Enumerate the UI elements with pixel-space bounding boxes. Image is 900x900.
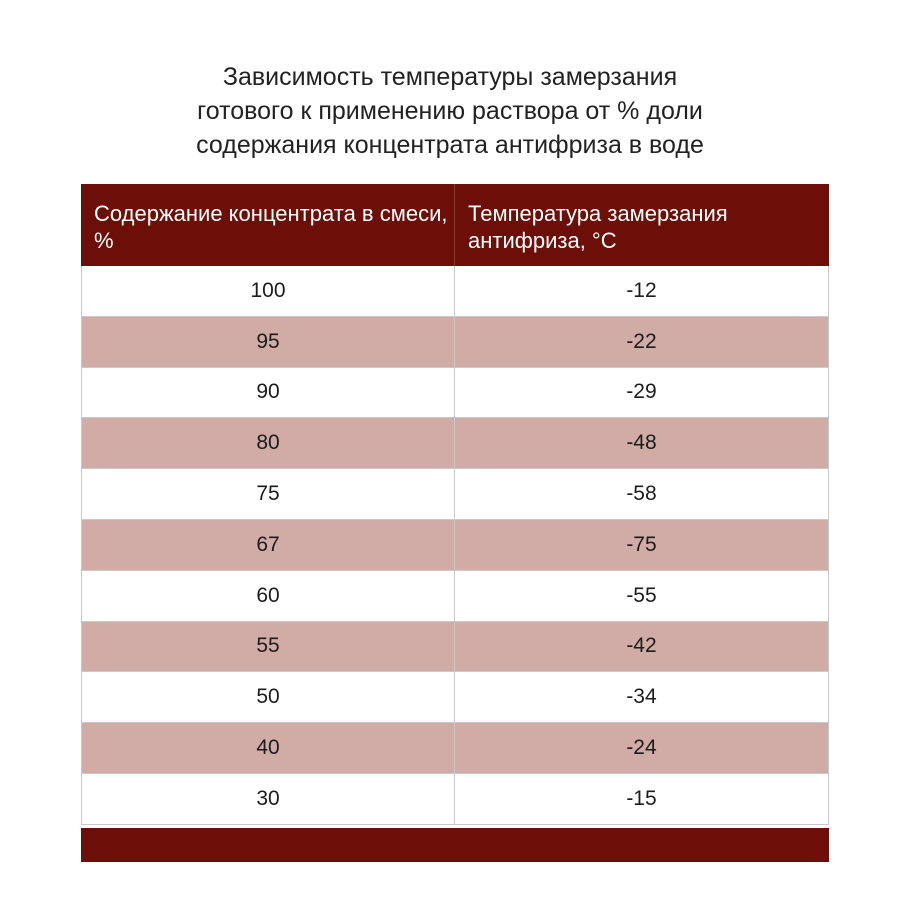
cell-freezing-temperature: -58 bbox=[455, 469, 829, 519]
cell-concentration: 80 bbox=[81, 418, 455, 468]
cell-concentration: 100 bbox=[81, 266, 455, 316]
table-body bbox=[81, 266, 829, 825]
cell-concentration: 50 bbox=[81, 672, 455, 722]
cell-freezing-temperature: -29 bbox=[455, 368, 829, 418]
title-line-1: Зависимость температуры замерзания bbox=[222, 63, 678, 91]
cell-concentration: 40 bbox=[81, 723, 455, 773]
table-row bbox=[81, 774, 829, 825]
table-row bbox=[81, 317, 829, 368]
table-row bbox=[81, 368, 829, 419]
cell-concentration: 75 bbox=[81, 469, 455, 519]
cell-concentration: 67 bbox=[81, 520, 455, 570]
cell-concentration: 90 bbox=[81, 368, 455, 418]
cell-freezing-temperature: -24 bbox=[455, 723, 829, 773]
table-row bbox=[81, 622, 829, 673]
table-row bbox=[81, 571, 829, 622]
cell-concentration: 60 bbox=[81, 571, 455, 621]
table-row bbox=[81, 418, 829, 469]
cell-concentration: 95 bbox=[81, 317, 455, 367]
cell-freezing-temperature: -22 bbox=[455, 317, 829, 367]
cell-freezing-temperature: -42 bbox=[455, 622, 829, 672]
header-freezing-temperature: Температура замерзания антифриза, °C bbox=[468, 201, 728, 253]
cell-freezing-temperature: -12 bbox=[455, 266, 829, 316]
table-row bbox=[81, 520, 829, 571]
cell-freezing-temperature: -15 bbox=[455, 774, 829, 824]
table-row bbox=[81, 266, 829, 317]
title-line-3: содержания концентрата антифриза в воде bbox=[196, 131, 704, 159]
table-row bbox=[81, 469, 829, 520]
header-concentration: Содержание концентрата в смеси, % bbox=[81, 184, 455, 266]
cell-freezing-temperature: -34 bbox=[455, 672, 829, 722]
cell-concentration: 55 bbox=[81, 622, 455, 672]
title-line-2: готового к применению раствора от % доли bbox=[197, 97, 703, 125]
table-header-row bbox=[81, 184, 829, 266]
cell-freezing-temperature: -75 bbox=[455, 520, 829, 570]
page-title bbox=[0, 60, 900, 162]
freezing-point-table bbox=[81, 184, 829, 825]
cell-concentration: 30 bbox=[81, 774, 455, 824]
cell-freezing-temperature: -48 bbox=[455, 418, 829, 468]
table-row bbox=[81, 723, 829, 774]
table-footer-bar bbox=[81, 828, 829, 862]
table-row bbox=[81, 672, 829, 723]
cell-freezing-temperature: -55 bbox=[455, 571, 829, 621]
